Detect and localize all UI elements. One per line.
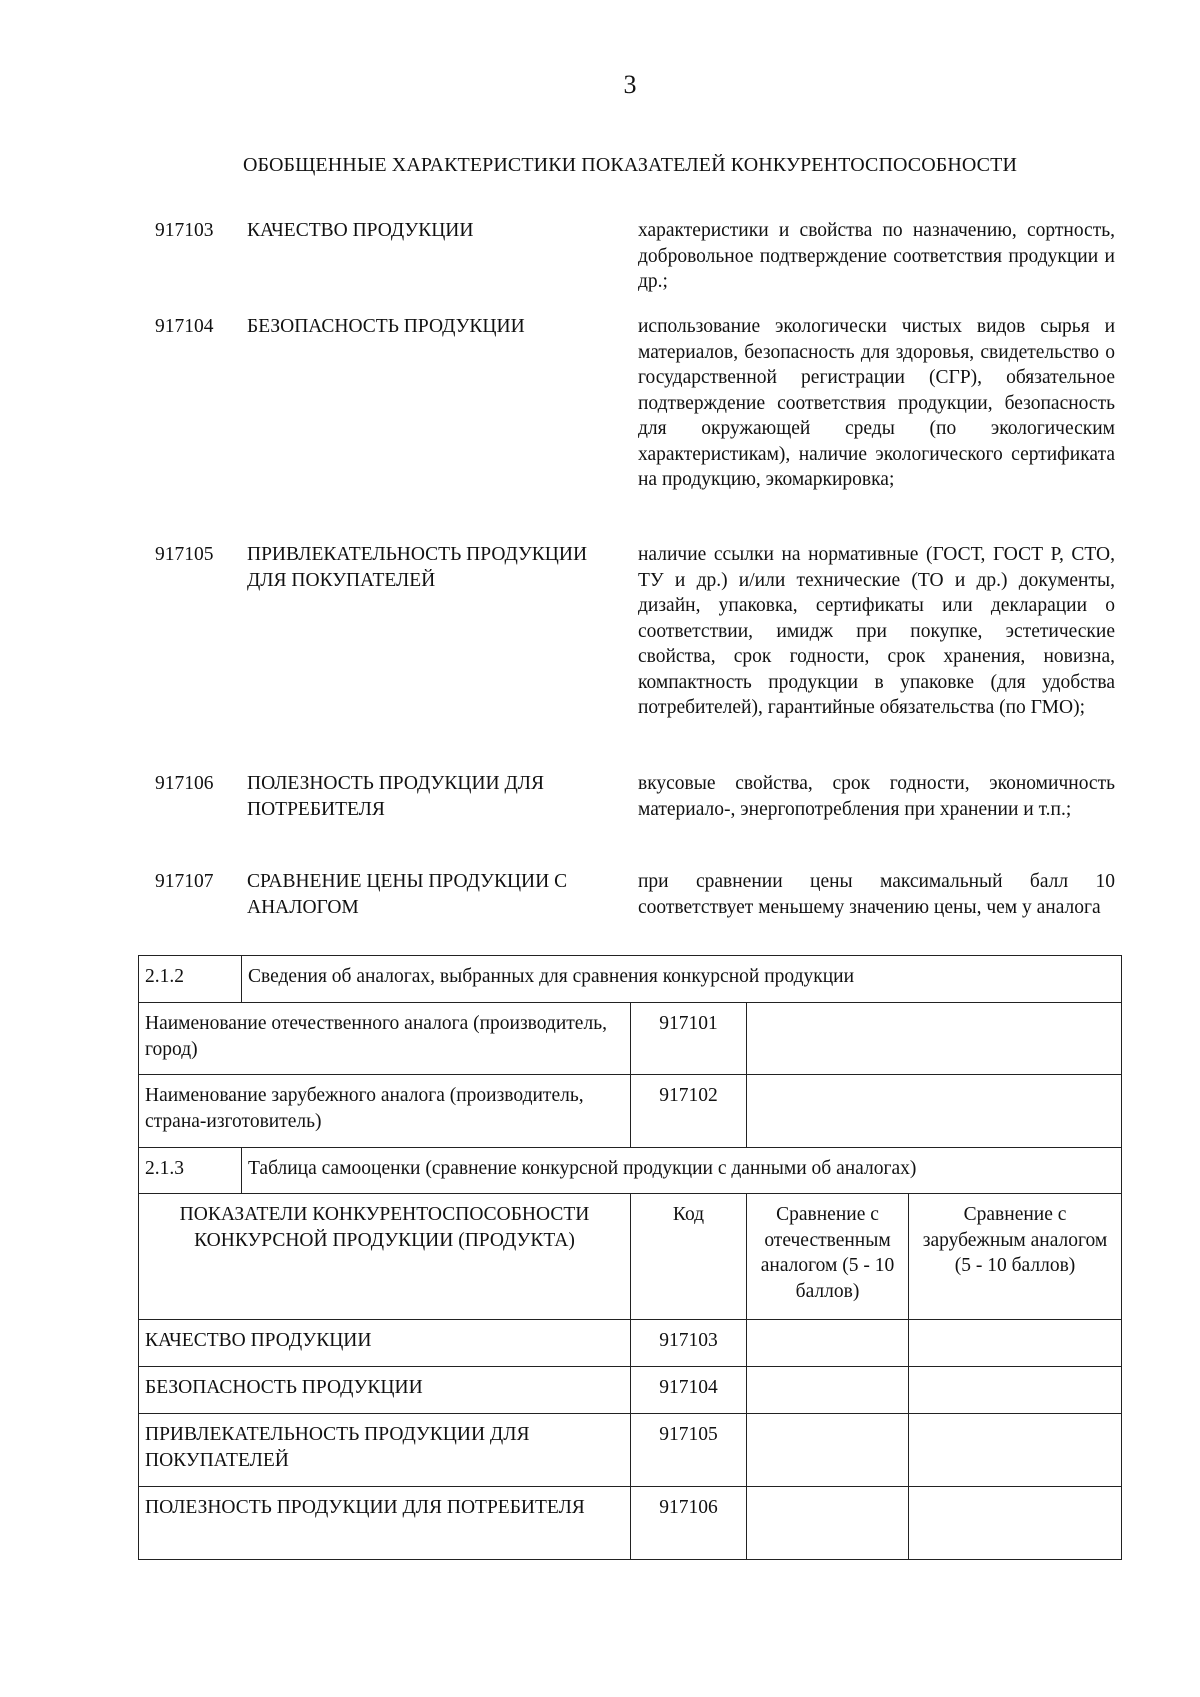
domestic-score-cell[interactable]	[747, 1320, 909, 1367]
definition-description: характеристики и свойства по назначению, сортность, добровольное подтверждение соответствия продукции и др.;	[638, 220, 1115, 292]
definition-description: при сравнении цены максимальный балл 10 соответствует меньшему значению цены, чем у аналога	[638, 871, 1115, 918]
section-header-row	[139, 1148, 1122, 1194]
foreign-score-cell[interactable]	[909, 1367, 1122, 1414]
definition-code: 917106	[155, 773, 214, 794]
definition-description: использование экологически чистых видов сырья и материалов, безопасность для здоровья, свидетельство о государственной регистрации (СГР), обязательное подтверждение соответствия продукции, безопасность для окружающей среды (по экологическим характеристикам), наличие экологического сертификата на продукцию, экомаркировка;	[638, 316, 1115, 490]
foreign-score-cell[interactable]	[909, 1487, 1122, 1560]
definition-name: БЕЗОПАСНОСТЬ ПРОДУКЦИИ	[247, 316, 525, 337]
definition-code: 917104	[155, 316, 214, 337]
table-row	[139, 1003, 1122, 1075]
indicator-name: ПРИВЛЕКАТЕЛЬНОСТЬ ПРОДУКЦИИ ДЛЯ ПОКУПАТЕЛЕЙ	[139, 1414, 631, 1487]
page-title: ОБОБЩЕННЫЕ ХАРАКТЕРИСТИКИ ПОКАЗАТЕЛЕЙ КОНКУРЕНТОСПОСОБНОСТИ	[243, 154, 1017, 176]
indicator-code: 917103	[631, 1320, 747, 1367]
indicator-name: КАЧЕСТВО ПРОДУКЦИИ	[139, 1320, 631, 1367]
domestic-score-cell[interactable]	[747, 1414, 909, 1487]
indicator-code: 917105	[631, 1414, 747, 1487]
table-row	[139, 1075, 1122, 1148]
foreign-score-cell[interactable]	[909, 1320, 1122, 1367]
page-number: 3	[623, 70, 637, 99]
analogs-and-assessment-table	[138, 955, 1122, 1560]
section-header-row	[139, 956, 1122, 1003]
definition-description: наличие ссылки на нормативные (ГОСТ, ГОСТ Р, СТО, ТУ и др.) и/или технические (ТО и др.) документы, дизайн, упаковка, сертификаты или декларации о соответствии, имидж при покупке, эстетические свойства, срок годности, срок хранения, новизна, компактность продукции в упаковке (для удобства потребителей), гарантийные обязательства (по ГМО);	[638, 544, 1115, 718]
indicator-name: ПОЛЕЗНОСТЬ ПРОДУКЦИИ ДЛЯ ПОТРЕБИТЕЛЯ	[139, 1487, 631, 1560]
column-header-indicator: ПОКАЗАТЕЛИ КОНКУРЕНТОСПОСОБНОСТИ КОНКУРСНОЙ ПРОДУКЦИИ (ПРОДУКТА)	[139, 1194, 631, 1320]
column-header-code: Код	[631, 1194, 747, 1320]
analog-value-cell[interactable]	[747, 1003, 1122, 1075]
section-number: 2.1.2	[139, 956, 242, 1003]
column-header-domestic: Сравнение с отечественным аналогом (5 - 10 баллов)	[747, 1194, 909, 1320]
definition-name: ПОЛЕЗНОСТЬ ПРОДУКЦИИ ДЛЯ ПОТРЕБИТЕЛЯ	[247, 773, 545, 820]
section-title: Сведения об аналогах, выбранных для сравнения конкурсной продукции	[242, 956, 1122, 1003]
analog-code: 917102	[631, 1075, 747, 1148]
analog-label: Наименование зарубежного аналога (производитель, страна-изготовитель)	[139, 1075, 631, 1148]
analog-value-cell[interactable]	[747, 1075, 1122, 1148]
section-number: 2.1.3	[139, 1148, 242, 1194]
foreign-score-cell[interactable]	[909, 1414, 1122, 1487]
analog-code: 917101	[631, 1003, 747, 1075]
indicator-code: 917106	[631, 1487, 747, 1560]
domestic-score-cell[interactable]	[747, 1487, 909, 1560]
table-row	[139, 1487, 1122, 1560]
definition-code: 917105	[155, 544, 214, 565]
column-header-foreign: Сравнение с зарубежным аналогом (5 - 10 баллов)	[909, 1194, 1122, 1320]
definition-code: 917103	[155, 220, 214, 241]
definition-code: 917107	[155, 871, 214, 892]
analog-label: Наименование отечественного аналога (производитель, город)	[139, 1003, 631, 1075]
table-row	[139, 1414, 1122, 1487]
table-header-row	[139, 1194, 1122, 1320]
table-row	[139, 1320, 1122, 1367]
definition-name: ПРИВЛЕКАТЕЛЬНОСТЬ ПРОДУКЦИИ ДЛЯ ПОКУПАТЕЛЕЙ	[247, 544, 588, 591]
definition-name: КАЧЕСТВО ПРОДУКЦИИ	[247, 220, 474, 241]
domestic-score-cell[interactable]	[747, 1367, 909, 1414]
indicator-name: БЕЗОПАСНОСТЬ ПРОДУКЦИИ	[139, 1367, 631, 1414]
section-title: Таблица самооценки (сравнение конкурсной продукции с данными об аналогах)	[242, 1148, 1122, 1194]
definition-name: СРАВНЕНИЕ ЦЕНЫ ПРОДУКЦИИ С АНАЛОГОМ	[247, 871, 568, 918]
definition-description: вкусовые свойства, срок годности, экономичность материало-, энергопотребления при хранении и т.п.;	[638, 773, 1115, 820]
table-row	[139, 1367, 1122, 1414]
indicator-code: 917104	[631, 1367, 747, 1414]
